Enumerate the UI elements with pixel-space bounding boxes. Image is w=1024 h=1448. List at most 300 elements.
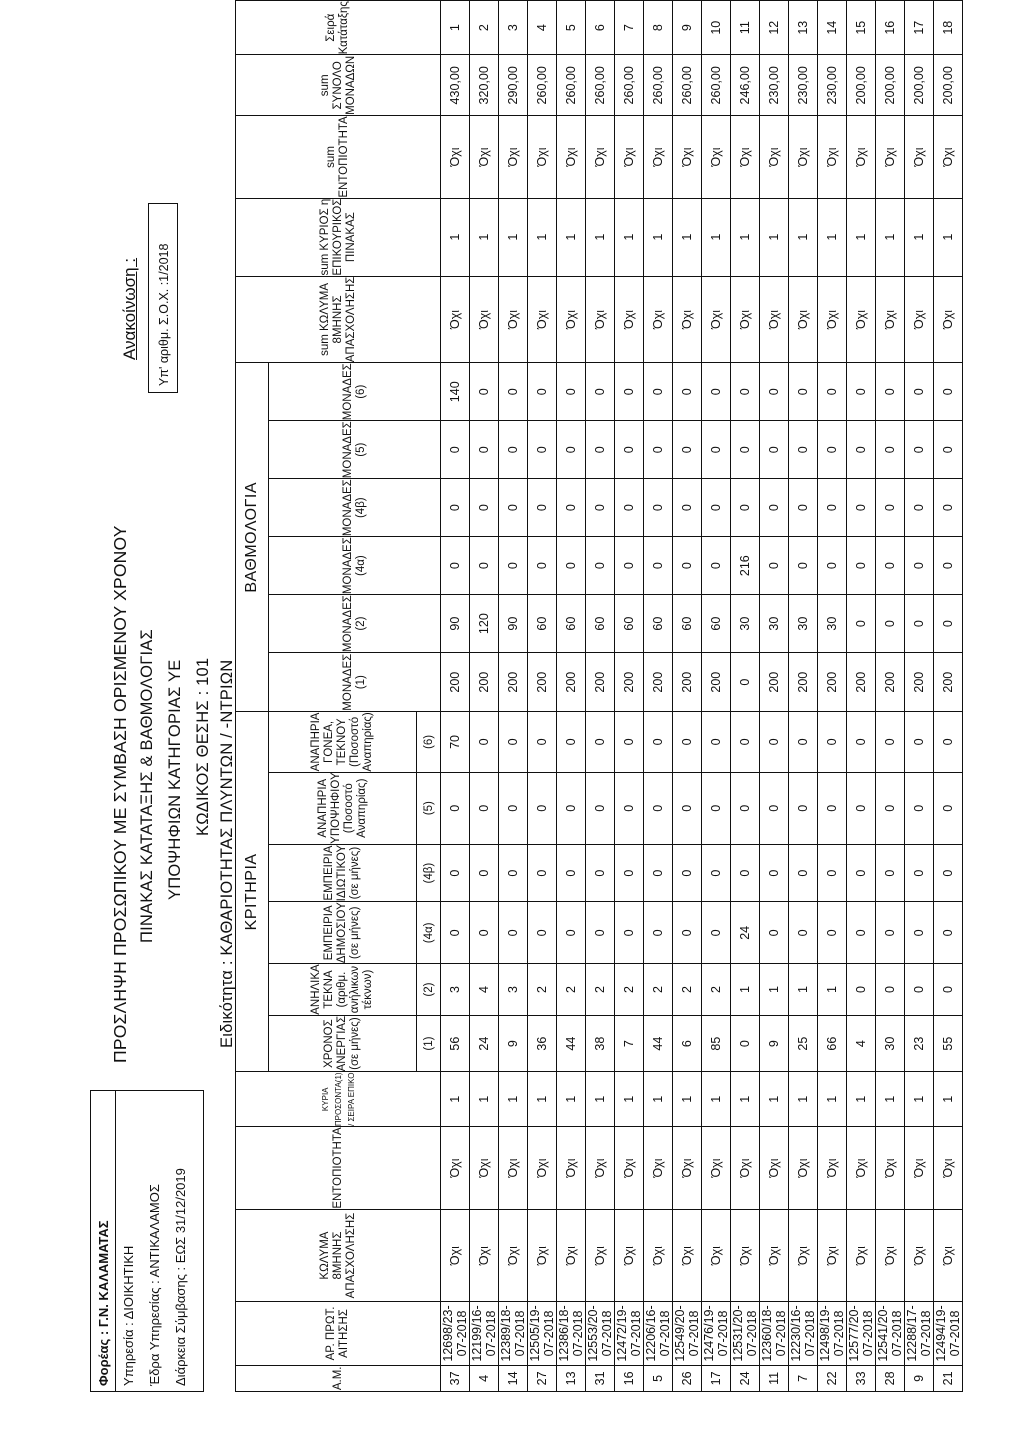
cell-sum-kyria: 1 <box>470 198 499 276</box>
cell-c4b: 0 <box>586 844 615 902</box>
cell-entop: Όχι <box>905 1127 934 1210</box>
position-code: ΚΩΔΙΚΟΣ ΘΕΣΗΣ : 101 <box>194 657 212 836</box>
cell-ekas: Όχι <box>760 1209 789 1301</box>
table-row <box>644 1 673 1392</box>
cell-c6: 0 <box>702 712 731 772</box>
cell-ekas: Όχι <box>905 1209 934 1301</box>
cell-s6: 0 <box>615 363 644 421</box>
cell-c6: 0 <box>905 712 934 772</box>
cell-protocol: 12541/20-07-2018 <box>876 1302 905 1365</box>
cell-s4b: 0 <box>934 479 963 537</box>
cell-s1: 200 <box>818 653 847 712</box>
cell-s6: 0 <box>586 363 615 421</box>
cell-s2: 90 <box>499 595 528 653</box>
cell-rank: 2 <box>470 1 499 55</box>
cell-entop: Όχι <box>499 1127 528 1210</box>
cell-entop: Όχι <box>470 1127 499 1210</box>
cell-kyria: 1 <box>470 1072 499 1127</box>
cell-protocol: 12206/16-07-2018 <box>644 1302 673 1365</box>
cell-total: 230,00 <box>789 55 818 116</box>
cell-sum-entop: Όχι <box>876 116 905 198</box>
cell-kyria: 1 <box>876 1072 905 1127</box>
header-units-4a: ΜΟΝΑΔΕΣ (4α) <box>269 537 441 595</box>
cell-ekas: Όχι <box>586 1209 615 1301</box>
cell-total: 260,00 <box>702 55 731 116</box>
cell-c4a: 0 <box>760 902 789 964</box>
cell-c1: 9 <box>760 1015 789 1072</box>
cell-entop: Όχι <box>528 1127 557 1210</box>
announcement-protocol: Υπ' αριθμ. Σ.Ο.Χ. :1/2018 <box>148 203 178 393</box>
cell-c6: 0 <box>586 712 615 772</box>
cell-total: 200,00 <box>876 55 905 116</box>
cell-c4a: 0 <box>557 902 586 964</box>
cell-kyria: 1 <box>673 1072 702 1127</box>
table-row <box>731 1 760 1392</box>
cell-am: 27 <box>528 1365 557 1391</box>
cell-c5: 0 <box>818 772 847 844</box>
cell-sum-entop: Όχι <box>499 116 528 198</box>
cell-c5: 0 <box>847 772 876 844</box>
cell-s4b: 0 <box>586 479 615 537</box>
cell-s2: 60 <box>644 595 673 653</box>
cell-protocol: 12472/19-07-2018 <box>615 1302 644 1365</box>
cell-protocol: 12288/17-07-2018 <box>905 1302 934 1365</box>
cell-protocol: 12505/19-07-2018 <box>528 1302 557 1365</box>
table-row <box>441 1 470 1392</box>
table-row <box>934 1 963 1392</box>
cell-protocol: 12531/20-07-2018 <box>731 1302 760 1365</box>
cell-sum-kyria: 1 <box>702 198 731 276</box>
cell-c2: 4 <box>470 964 499 1015</box>
cell-c4a: 0 <box>644 902 673 964</box>
cell-sum-ekas: Όχι <box>586 276 615 363</box>
cell-total: 260,00 <box>673 55 702 116</box>
cell-c5: 0 <box>644 772 673 844</box>
cell-c2: 0 <box>847 964 876 1015</box>
cell-s2: 60 <box>615 595 644 653</box>
cell-c2: 2 <box>673 964 702 1015</box>
cell-sum-ekas: Όχι <box>760 276 789 363</box>
cell-c4a: 0 <box>905 902 934 964</box>
cell-s5: 0 <box>557 421 586 479</box>
cell-am: 21 <box>934 1365 963 1391</box>
cell-s1: 200 <box>557 653 586 712</box>
cell-c4a: 0 <box>847 902 876 964</box>
organization-line: Φορέας : Γ.Ν. ΚΑΛΑΜΑΤΑΣ <box>93 1091 116 1391</box>
cell-sum-entop: Όχι <box>470 116 499 198</box>
cell-c1: 23 <box>905 1015 934 1072</box>
announcement-label: Ανακοίνωση : <box>120 257 139 360</box>
table-row <box>528 1 557 1392</box>
cell-rank: 13 <box>789 1 818 55</box>
cell-c4a: 0 <box>441 902 470 964</box>
cell-c4b: 0 <box>470 844 499 902</box>
cell-s6: 0 <box>731 363 760 421</box>
header-units-4b: ΜΟΝΑΔΕΣ (4β) <box>269 479 441 537</box>
cell-s4b: 0 <box>905 479 934 537</box>
cell-s1: 200 <box>644 653 673 712</box>
cell-protocol: 12389/18-07-2018 <box>499 1302 528 1365</box>
cell-c5: 0 <box>528 772 557 844</box>
cell-sum-entop: Όχι <box>760 116 789 198</box>
header-sum-kyria: sum ΚΥΡΙΟΣ η ΕΠΙΚΟΥΡΙΚΟΣ ΠΙΝΑΚΑΣ <box>236 198 441 276</box>
cell-c4b: 0 <box>760 844 789 902</box>
cell-s4b: 0 <box>760 479 789 537</box>
cell-rank: 5 <box>557 1 586 55</box>
cell-c4a: 0 <box>876 902 905 964</box>
cell-s6: 0 <box>557 363 586 421</box>
cell-sum-kyria: 1 <box>905 198 934 276</box>
cell-sum-kyria: 1 <box>934 198 963 276</box>
cell-c1: 0 <box>731 1015 760 1072</box>
table-row <box>905 1 934 1392</box>
cell-sum-kyria: 1 <box>847 198 876 276</box>
cell-c4b: 0 <box>905 844 934 902</box>
cell-s2: 30 <box>731 595 760 653</box>
cell-s2: 60 <box>528 595 557 653</box>
cell-c5: 0 <box>557 772 586 844</box>
cell-protocol: 12476/19-07-2018 <box>702 1302 731 1365</box>
table-row <box>789 1 818 1392</box>
cell-s4a: 0 <box>586 537 615 595</box>
cell-s6: 140 <box>441 363 470 421</box>
cell-s4a: 0 <box>876 537 905 595</box>
cell-c4a: 0 <box>934 902 963 964</box>
header-scoring-group: ΒΑΘΜΟΛΟΓΙΑ <box>236 363 269 712</box>
cell-ekas: Όχι <box>731 1209 760 1301</box>
cell-protocol: 12386/18-07-2018 <box>557 1302 586 1365</box>
cell-sum-kyria: 1 <box>615 198 644 276</box>
cell-entop: Όχι <box>644 1127 673 1210</box>
cell-s4b: 0 <box>470 479 499 537</box>
cell-rank: 18 <box>934 1 963 55</box>
cell-total: 200,00 <box>905 55 934 116</box>
cell-c6: 0 <box>499 712 528 772</box>
cell-sum-ekas: Όχι <box>644 276 673 363</box>
cell-s5: 0 <box>673 421 702 479</box>
cell-s6: 0 <box>673 363 702 421</box>
header-criteria-group: ΚΡΙΤΗΡΙΑ <box>236 712 269 1072</box>
cell-rank: 14 <box>818 1 847 55</box>
cell-s2: 90 <box>441 595 470 653</box>
cell-s6: 0 <box>789 363 818 421</box>
cell-am: 26 <box>673 1365 702 1391</box>
cell-c4b: 0 <box>876 844 905 902</box>
cell-c1: 44 <box>644 1015 673 1072</box>
header-disability: ΑΝΑΠΗΡΙΑ ΥΠΟΨΗΦΙΟΥ (Ποσοστό Αναπηρίας) <box>269 772 417 844</box>
cell-c4a: 0 <box>818 902 847 964</box>
header-sum-total: sum ΣΥΝΟΛΟ ΜΟΝΑΔΩΝ <box>236 55 441 116</box>
cell-total: 290,00 <box>499 55 528 116</box>
cell-s4a: 0 <box>470 537 499 595</box>
cell-sum-ekas: Όχι <box>847 276 876 363</box>
cell-am: 9 <box>905 1365 934 1391</box>
cell-sum-ekas: Όχι <box>934 276 963 363</box>
cell-s4a: 0 <box>673 537 702 595</box>
cell-c5: 0 <box>673 772 702 844</box>
cell-protocol: 12498/19-07-2018 <box>818 1302 847 1365</box>
cell-c6: 0 <box>470 712 499 772</box>
cell-s6: 0 <box>470 363 499 421</box>
cell-rank: 16 <box>876 1 905 55</box>
cell-c5: 0 <box>760 772 789 844</box>
cell-protocol: 12549/20-07-2018 <box>673 1302 702 1365</box>
cell-entop: Όχι <box>673 1127 702 1210</box>
cell-s4b: 0 <box>789 479 818 537</box>
cell-c4a: 24 <box>731 902 760 964</box>
colnum-4a: (4α) <box>417 902 441 964</box>
cell-rank: 3 <box>499 1 528 55</box>
cell-c2: 2 <box>557 964 586 1015</box>
cell-protocol: 12698/23-07-2018 <box>441 1302 470 1365</box>
cell-c6: 0 <box>673 712 702 772</box>
seat-line: Έδρα Υπηρεσίας : ΑΝΤΙΚΑΛΑΜΟΣ <box>147 1184 162 1386</box>
cell-c5: 0 <box>876 772 905 844</box>
cell-s2: 0 <box>905 595 934 653</box>
cell-c4b: 0 <box>847 844 876 902</box>
cell-s5: 0 <box>615 421 644 479</box>
cell-c6: 0 <box>528 712 557 772</box>
cell-c6: 0 <box>557 712 586 772</box>
cell-c5: 0 <box>789 772 818 844</box>
category-title: ΥΠΟΨΗΦΙΩΝ ΚΑΤΗΓΟΡΙΑΣ ΥΕ <box>166 659 184 900</box>
cell-c6: 0 <box>847 712 876 772</box>
colnum-5: (5) <box>417 772 441 844</box>
cell-s4a: 0 <box>528 537 557 595</box>
cell-s4a: 0 <box>818 537 847 595</box>
cell-protocol: 12577/20-07-2018 <box>847 1302 876 1365</box>
cell-am: 28 <box>876 1365 905 1391</box>
cell-s4b: 0 <box>441 479 470 537</box>
cell-total: 260,00 <box>586 55 615 116</box>
cell-c2: 1 <box>818 964 847 1015</box>
cell-c4b: 0 <box>441 844 470 902</box>
cell-s1: 200 <box>876 653 905 712</box>
duration-line: Διάρκεια Σύμβασης : ΕΩΣ 31/12/2019 <box>173 1168 188 1386</box>
cell-s4b: 0 <box>731 479 760 537</box>
cell-c6: 0 <box>934 712 963 772</box>
cell-s1: 200 <box>470 653 499 712</box>
cell-total: 200,00 <box>847 55 876 116</box>
cell-sum-entop: Όχι <box>731 116 760 198</box>
cell-sum-kyria: 1 <box>499 198 528 276</box>
cell-entop: Όχι <box>731 1127 760 1210</box>
cell-sum-entop: Όχι <box>586 116 615 198</box>
cell-total: 200,00 <box>934 55 963 116</box>
cell-kyria: 1 <box>557 1072 586 1127</box>
cell-am: 33 <box>847 1365 876 1391</box>
cell-c1: 25 <box>789 1015 818 1072</box>
cell-c1: 55 <box>934 1015 963 1072</box>
specialty-title: Ειδικότητα : ΚΑΘΑΡΙΟΤΗΤΑΣ ΠΛΥΝΤΩΝ / -ΝΤΡΙΩΝ <box>218 659 236 1048</box>
cell-sum-kyria: 1 <box>644 198 673 276</box>
table-row <box>470 1 499 1392</box>
cell-c5: 0 <box>702 772 731 844</box>
cell-s1: 200 <box>702 653 731 712</box>
cell-sum-entop: Όχι <box>905 116 934 198</box>
cell-total: 320,00 <box>470 55 499 116</box>
cell-am: 11 <box>760 1365 789 1391</box>
cell-c6: 70 <box>441 712 470 772</box>
cell-sum-entop: Όχι <box>557 116 586 198</box>
cell-c2: 1 <box>789 964 818 1015</box>
cell-sum-kyria: 1 <box>528 198 557 276</box>
cell-sum-ekas: Όχι <box>441 276 470 363</box>
header-unemployment: ΧΡΟΝΟΣ ΑΝΕΡΓΙΑΣ (σε μήνες) <box>269 1015 417 1072</box>
table-row <box>673 1 702 1392</box>
cell-s4b: 0 <box>847 479 876 537</box>
cell-sum-kyria: 1 <box>876 198 905 276</box>
cell-c1: 7 <box>615 1015 644 1072</box>
header-units-2: ΜΟΝΑΔΕΣ (2) <box>269 595 441 653</box>
cell-total: 246,00 <box>731 55 760 116</box>
table-row <box>876 1 905 1392</box>
cell-c4b: 0 <box>557 844 586 902</box>
cell-s6: 0 <box>847 363 876 421</box>
cell-kyria: 1 <box>644 1072 673 1127</box>
cell-s5: 0 <box>905 421 934 479</box>
cell-am: 31 <box>586 1365 615 1391</box>
cell-c2: 3 <box>499 964 528 1015</box>
cell-rank: 8 <box>644 1 673 55</box>
cell-c4b: 0 <box>615 844 644 902</box>
cell-c5: 0 <box>586 772 615 844</box>
cell-s4b: 0 <box>644 479 673 537</box>
cell-rank: 1 <box>441 1 470 55</box>
cell-s4b: 0 <box>876 479 905 537</box>
colnum-4b: (4β) <box>417 844 441 902</box>
cell-s1: 200 <box>789 653 818 712</box>
cell-c2: 2 <box>615 964 644 1015</box>
cell-ekas: Όχι <box>702 1209 731 1301</box>
cell-sum-entop: Όχι <box>441 116 470 198</box>
cell-s4a: 0 <box>499 537 528 595</box>
table-title: ΠΙΝΑΚΑΣ ΚΑΤΑΤΑΞΗΣ & ΒΑΘΜΟΛΟΓΙΑΣ <box>138 629 156 943</box>
header-public-experience: ΕΜΠΕΙΡΙΑ ΔΗΜΟΣΙΟΥ (σε μήνες) <box>269 902 417 964</box>
cell-entop: Όχι <box>702 1127 731 1210</box>
table-row <box>847 1 876 1392</box>
cell-c5: 0 <box>499 772 528 844</box>
cell-c1: 9 <box>499 1015 528 1072</box>
cell-total: 230,00 <box>760 55 789 116</box>
cell-kyria: 1 <box>760 1072 789 1127</box>
cell-kyria: 1 <box>905 1072 934 1127</box>
cell-c5: 0 <box>731 772 760 844</box>
cell-rank: 9 <box>673 1 702 55</box>
cell-sum-ekas: Όχι <box>876 276 905 363</box>
cell-s6: 0 <box>876 363 905 421</box>
cell-kyria: 1 <box>441 1072 470 1127</box>
table-row <box>586 1 615 1392</box>
header-minors: ΑΝΗΛΙΚΑ ΤΕΚΝΑ (αριθμ. ανήλικων τέκνων) <box>269 964 417 1015</box>
cell-sum-ekas: Όχι <box>789 276 818 363</box>
cell-rank: 6 <box>586 1 615 55</box>
cell-c1: 30 <box>876 1015 905 1072</box>
cell-c2: 2 <box>644 964 673 1015</box>
header-private-experience: ΕΜΠΕΙΡΙΑ ΙΔΙΩΤΙΚΟΥ (σε μήνες) <box>269 844 417 902</box>
header-units-1: ΜΟΝΑΔΕΣ (1) <box>269 653 441 712</box>
cell-c4b: 0 <box>644 844 673 902</box>
cell-c5: 0 <box>441 772 470 844</box>
cell-s2: 60 <box>702 595 731 653</box>
cell-kyria: 1 <box>702 1072 731 1127</box>
colnum-2: (2) <box>417 964 441 1015</box>
cell-am: 24 <box>731 1365 760 1391</box>
cell-ekas: Όχι <box>644 1209 673 1301</box>
cell-am: 5 <box>644 1365 673 1391</box>
cell-c4a: 0 <box>789 902 818 964</box>
cell-c2: 0 <box>905 964 934 1015</box>
cell-s5: 0 <box>731 421 760 479</box>
cell-am: 13 <box>557 1365 586 1391</box>
cell-am: 17 <box>702 1365 731 1391</box>
cell-s4b: 0 <box>499 479 528 537</box>
cell-rank: 10 <box>702 1 731 55</box>
cell-s1: 200 <box>499 653 528 712</box>
cell-sum-kyria: 1 <box>818 198 847 276</box>
cell-s4a: 0 <box>615 537 644 595</box>
table-body <box>441 1 963 1392</box>
cell-entop: Όχι <box>557 1127 586 1210</box>
cell-entop: Όχι <box>847 1127 876 1210</box>
cell-s6: 0 <box>760 363 789 421</box>
cell-c6: 0 <box>789 712 818 772</box>
cell-c5: 0 <box>615 772 644 844</box>
cell-s5: 0 <box>847 421 876 479</box>
cell-c4a: 0 <box>470 902 499 964</box>
cell-s4a: 0 <box>760 537 789 595</box>
cell-c4b: 0 <box>731 844 760 902</box>
cell-am: 14 <box>499 1365 528 1391</box>
cell-s5: 0 <box>934 421 963 479</box>
cell-s6: 0 <box>905 363 934 421</box>
cell-s6: 0 <box>818 363 847 421</box>
cell-am: 7 <box>789 1365 818 1391</box>
cell-c4a: 0 <box>673 902 702 964</box>
cell-c6: 0 <box>644 712 673 772</box>
cell-s5: 0 <box>499 421 528 479</box>
cell-c4a: 0 <box>528 902 557 964</box>
table-row <box>760 1 789 1392</box>
cell-s4b: 0 <box>818 479 847 537</box>
cell-protocol: 12494/19-07-2018 <box>934 1302 963 1365</box>
cell-s5: 0 <box>441 421 470 479</box>
header-rank: Σειρά Κατάταξης <box>236 1 441 55</box>
cell-s2: 30 <box>818 595 847 653</box>
header-protocol: ΑΡ. ΠΡΩΤ. ΑΙΤΗΣΗΣ <box>236 1302 441 1365</box>
ranking-table <box>235 0 963 1392</box>
cell-c5: 0 <box>934 772 963 844</box>
cell-c1: 24 <box>470 1015 499 1072</box>
cell-rank: 15 <box>847 1 876 55</box>
cell-total: 260,00 <box>528 55 557 116</box>
cell-sum-entop: Όχι <box>847 116 876 198</box>
cell-s1: 200 <box>760 653 789 712</box>
cell-s2: 120 <box>470 595 499 653</box>
cell-c2: 2 <box>528 964 557 1015</box>
cell-kyria: 1 <box>818 1072 847 1127</box>
cell-c4a: 0 <box>702 902 731 964</box>
cell-s1: 200 <box>905 653 934 712</box>
cell-sum-ekas: Όχι <box>905 276 934 363</box>
cell-ekas: Όχι <box>615 1209 644 1301</box>
cell-ekas: Όχι <box>470 1209 499 1301</box>
cell-s4a: 216 <box>731 537 760 595</box>
cell-s4a: 0 <box>644 537 673 595</box>
cell-sum-ekas: Όχι <box>557 276 586 363</box>
cell-entop: Όχι <box>818 1127 847 1210</box>
cell-kyria: 1 <box>847 1072 876 1127</box>
